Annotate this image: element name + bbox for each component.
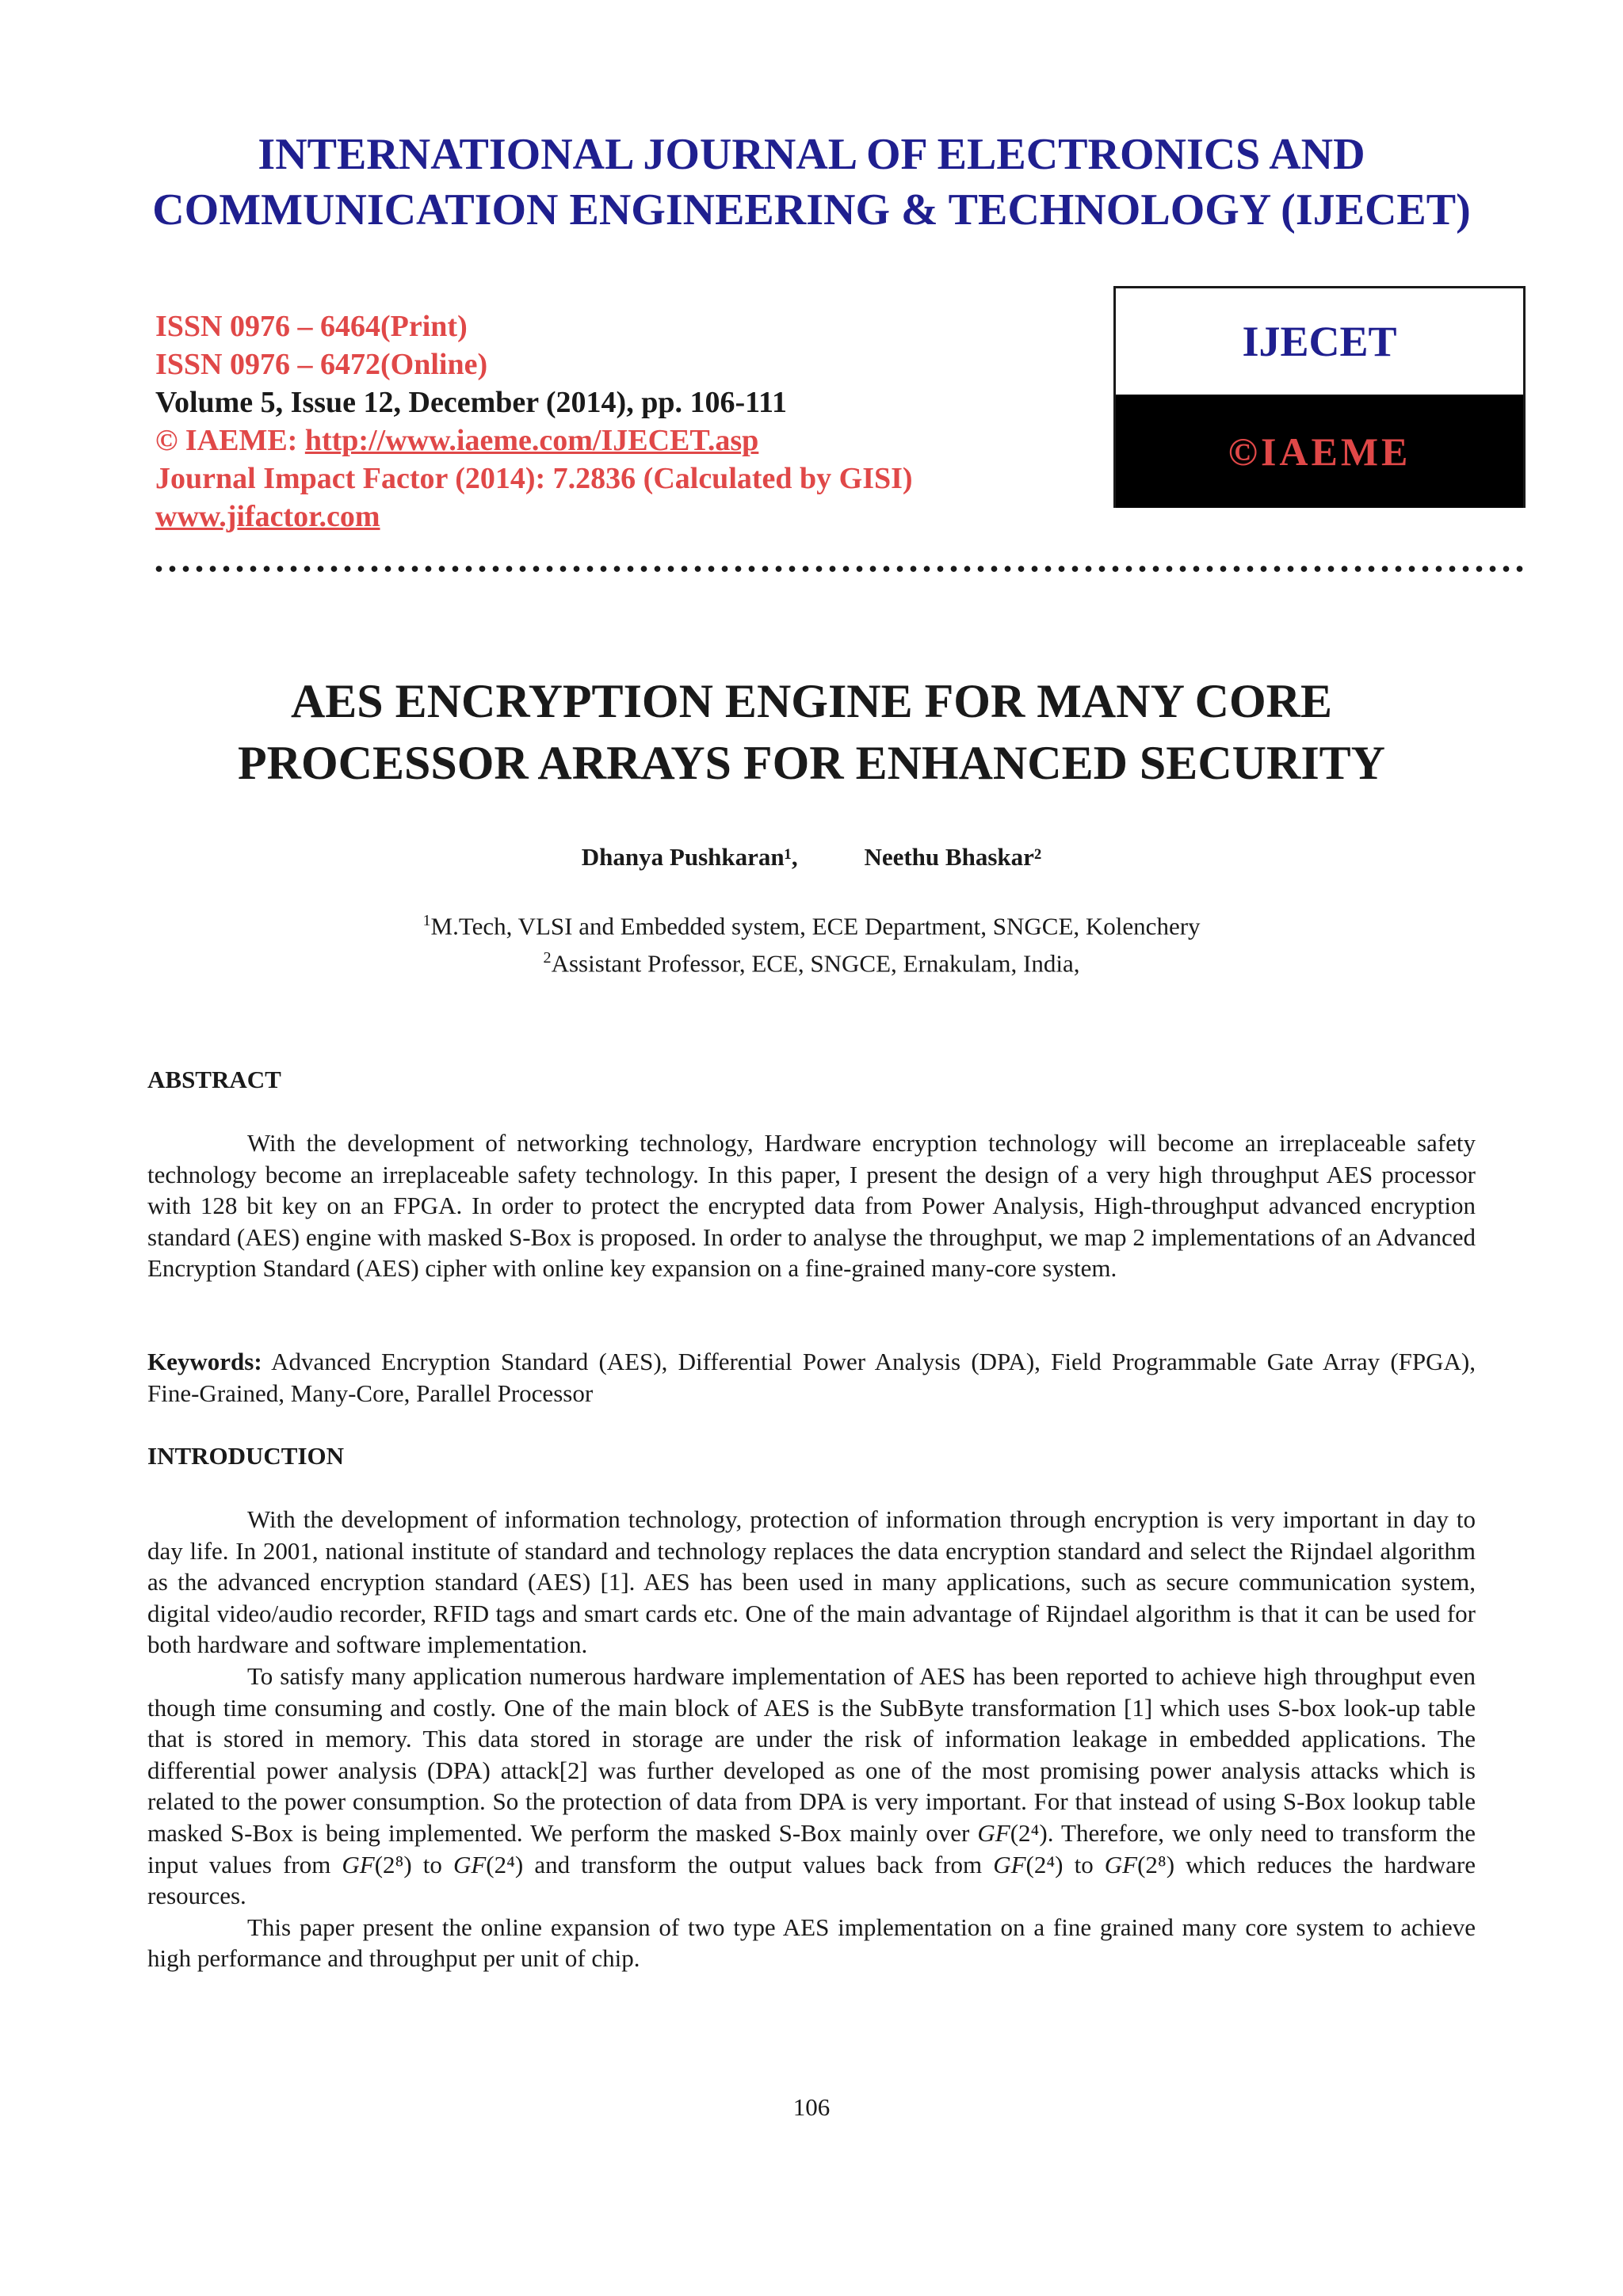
paper-title-line1: AES ENCRYPTION ENGINE FOR MANY CORE [290,675,1333,727]
dotted-divider [152,564,1526,574]
affiliation-2-text: Assistant Professor, ECE, SNGCE, Ernakulam, India, [551,949,1080,978]
keywords-label: Keywords: [147,1348,262,1375]
author-1: Dhanya Pushkaran¹, [581,843,798,871]
author-2: Neethu Bhaskar² [864,843,1042,871]
issn-print: ISSN 0976 – 6464(Print) [155,310,468,343]
journal-title-line2: COMMUNICATION ENGINEERING & TECHNOLOGY (IJECET) [152,185,1471,235]
affiliation-2-number: 2 [543,949,552,967]
journal-logo-box [1113,286,1526,508]
intro-paragraph-3: This paper present the online expansion of two type AES implementation on a fine grained many core system to achieve high performance and throughput per unit of chip. [147,1913,1476,1973]
paper-title-line2: PROCESSOR ARRAYS FOR ENHANCED SECURITY [237,737,1386,789]
abstract-heading: ABSTRACT [147,1066,281,1093]
paper-title [0,670,1623,794]
iaeme-line [155,421,1106,460]
affiliation-2 [0,942,1623,979]
impact-factor: Journal Impact Factor (2014): 7.2836 (Calculated by GISI) [155,462,913,495]
affiliation-1-text: M.Tech, VLSI and Embedded system, ECE Department, SNGCE, Kolenchery [430,912,1201,940]
introduction-heading: INTRODUCTION [147,1442,345,1470]
iaeme-prefix: © IAEME: [155,424,305,457]
logo-ijecet-text: IJECET [1242,318,1397,365]
journal-title-line1: INTERNATIONAL JOURNAL OF ELECTRONICS AND [258,130,1365,179]
abstract-text: With the development of networking technology, Hardware encryption technology will become an irreplaceable safety technology become an irreplaceable safety technology. In this paper, I present the design of a very high throughput AES processor with 128 bit key on an FPGA. In order to protect the encrypted data from Power Analysis, High-throughput advanced encryption standard (AES) engine with masked S-Box is proposed. In order to analyse the throughput, we map 2 implementations of an Advanced Encryption Standard (AES) cipher with online key expansion on a fine-grained many-core system. [147,1129,1476,1283]
keywords-text: Advanced Encryption Standard (AES), Differential Power Analysis (DPA), Field Programmable Gate Array (FPGA), Fine-Grained, Many-Core, Parallel Processor [147,1348,1476,1407]
affiliations [0,905,1623,980]
page-number: 106 [792,2093,831,2121]
intro-paragraph-2: To satisfy many application numerous hardware implementation of AES has been reported to achieve high throughput even though time consuming and costly. One of the main block of AES is the SubByte transformation [1] which uses S-box look-up table that is stored in memory. This data stored in storage are under the risk of information leakage in embedded applications. The differential power analysis (DPA) attack[2] was further developed as one of the most promising power analysis attacks which is related to the power consumption. So the protection of data from DPA is very important. For that instead of using S-Box lookup table masked S-Box is being implemented. We perform the masked S-Box mainly over GF(2⁴). Therefore, we only need to transform the input values from GF(2⁸) to GF(2⁴) and transform the output values back from GF(2⁴) to GF(2⁸) which reduces the hardware resources. [147,1661,1476,1910]
iaeme-link[interactable]: http://www.iaeme.com/IJECET.asp [304,424,759,457]
journal-title [0,127,1623,238]
logo-iaeme-text: ©IAEME [1116,395,1523,508]
issn-online: ISSN 0976 – 6472(Online) [155,348,488,381]
introduction-body [147,1504,1476,1974]
jifactor-link[interactable]: www.jifactor.com [155,500,380,533]
intro-paragraph-1: With the development of information technology, protection of information through encryption is very important in day to day life. In 2001, national institute of standard and technology replaces the data encryption standard and select the Rijndael algorithm as the advanced encryption standard (AES) [1]. AES has been used in many applications, such as secure communication system, digital video/audio recorder, RFID tags and smart cards etc. One of the main advantage of Rijndael algorithm is that it can be used for both hardware and software implementation. [147,1505,1476,1659]
keywords [147,1346,1476,1409]
affiliation-1 [0,905,1623,942]
affiliation-1-number: 1 [422,912,431,929]
volume-info: Volume 5, Issue 12, December (2014), pp. 106-111 [155,386,787,419]
authors [0,843,1623,871]
journal-meta [155,307,1106,536]
